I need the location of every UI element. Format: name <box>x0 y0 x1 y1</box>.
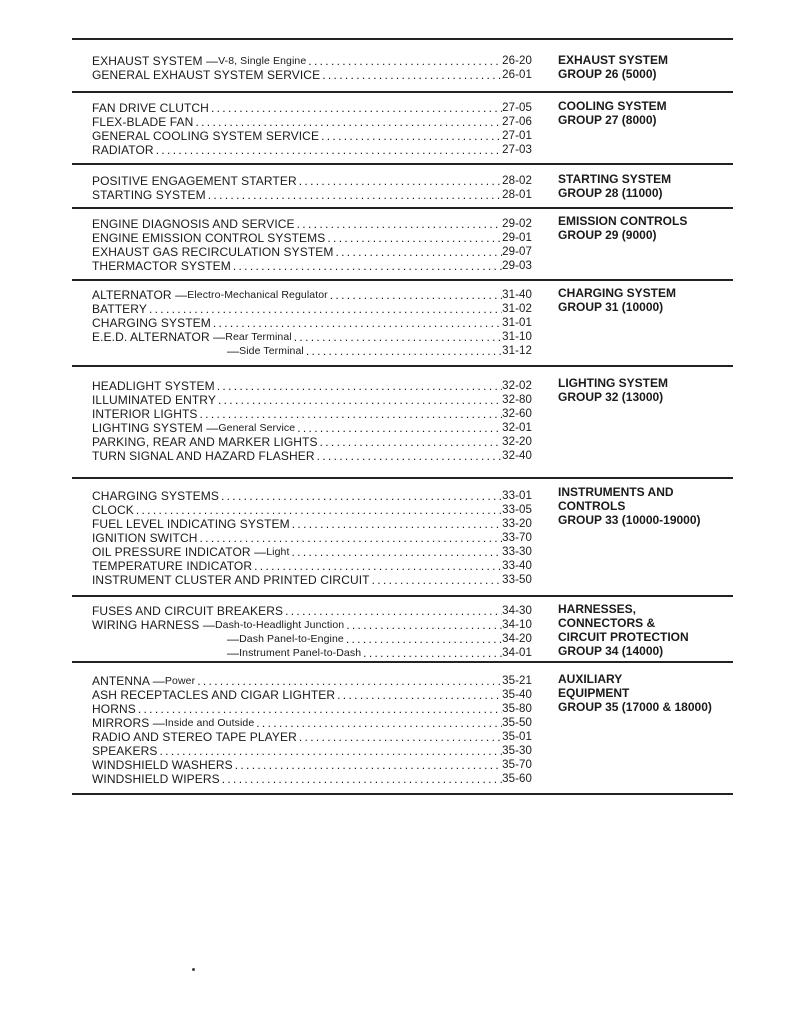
entry-label: WIRING HARNESS — <box>92 618 215 632</box>
page-number: 35-70 <box>502 759 532 771</box>
group-heading-line: GROUP 26 (5000) <box>558 67 657 81</box>
entry-label: ENGINE DIAGNOSIS AND SERVICE <box>92 217 295 231</box>
entry-sublabel: Electro-Mechanical Regulator <box>187 289 328 301</box>
page-number: 35-40 <box>502 689 532 701</box>
dot-leader <box>295 217 502 231</box>
page-number: 32-40 <box>502 450 532 462</box>
toc-section <box>72 365 733 477</box>
page-number: 32-01 <box>502 422 532 434</box>
toc-section <box>72 207 733 279</box>
toc-entry[interactable] <box>92 545 532 559</box>
page-number: 29-01 <box>502 232 532 244</box>
toc-entry[interactable] <box>92 217 532 231</box>
dot-leader <box>304 344 502 358</box>
page-number: 33-50 <box>502 574 532 586</box>
toc-entry[interactable] <box>92 674 532 688</box>
page-number: 35-21 <box>502 675 532 687</box>
toc-entry[interactable] <box>92 316 532 330</box>
group-heading <box>558 99 733 127</box>
entry-label: TURN SIGNAL AND HAZARD FLASHER <box>92 449 315 463</box>
dot-leader <box>297 174 502 188</box>
group-heading <box>558 672 733 714</box>
toc-entry[interactable] <box>92 407 532 421</box>
page-number: 33-01 <box>502 490 532 502</box>
dot-leader <box>216 393 502 407</box>
group-heading-line: STARTING SYSTEM <box>558 172 672 186</box>
dot-leader <box>198 531 503 545</box>
group-heading-line: GROUP 27 (8000) <box>558 113 657 127</box>
dot-leader <box>325 231 502 245</box>
entry-label: FLEX-BLADE FAN <box>92 115 194 129</box>
entry-label: FUSES AND CIRCUIT BREAKERS <box>92 604 284 618</box>
toc-entry[interactable] <box>92 174 532 188</box>
toc-entry[interactable] <box>92 143 532 157</box>
toc-entry[interactable] <box>92 632 532 646</box>
page-number: 27-05 <box>502 102 532 114</box>
dot-leader <box>344 618 502 632</box>
entry-label: — <box>227 646 240 660</box>
group-heading <box>558 602 733 658</box>
toc-entry[interactable] <box>92 618 532 632</box>
toc-entry[interactable] <box>92 421 532 435</box>
page-number: 29-02 <box>502 218 532 230</box>
dot-leader <box>154 143 502 157</box>
toc-entry[interactable] <box>92 489 532 503</box>
toc-entry[interactable] <box>92 330 532 344</box>
toc-entry-list <box>92 379 532 463</box>
group-heading-line: GROUP 35 (17000 & 18000) <box>558 700 712 714</box>
toc-section <box>72 279 733 365</box>
toc-entry[interactable] <box>92 531 532 545</box>
dot-leader <box>211 316 502 330</box>
page-number: 31-40 <box>502 289 532 301</box>
dot-leader <box>193 115 502 129</box>
toc-entry[interactable] <box>92 188 532 202</box>
group-heading-line: CONNECTORS & <box>558 616 656 630</box>
dot-leader <box>195 674 502 688</box>
page-number: 31-12 <box>502 345 532 357</box>
toc-entry-list <box>92 288 532 358</box>
entry-label: POSITIVE ENGAGEMENT STARTER <box>92 174 297 188</box>
group-heading-line: COOLING SYSTEM <box>558 99 667 113</box>
toc-entry-list <box>92 174 532 202</box>
dot-leader <box>290 545 503 559</box>
entry-label: PARKING, REAR AND MARKER LIGHTS <box>92 435 318 449</box>
dot-leader <box>136 702 502 716</box>
dot-leader <box>147 302 502 316</box>
scan-speck <box>192 968 195 971</box>
entry-label: SPEAKERS <box>92 744 158 758</box>
dot-leader <box>252 559 502 573</box>
group-heading-line: GROUP 28 (11000) <box>558 186 663 200</box>
group-heading <box>558 172 733 200</box>
toc-entry[interactable] <box>92 730 532 744</box>
entry-sublabel: Rear Terminal <box>225 331 292 343</box>
entry-sublabel: V-8, Single Engine <box>218 55 307 67</box>
dot-leader <box>292 330 502 344</box>
group-heading-line: CHARGING SYSTEM <box>558 286 677 300</box>
toc-entry[interactable] <box>92 115 532 129</box>
toc-entry[interactable] <box>92 772 532 786</box>
entry-label: OIL PRESSURE INDICATOR — <box>92 545 267 559</box>
entry-sublabel: Dash Panel-to-Engine <box>239 633 344 645</box>
page-number: 26-20 <box>502 55 532 67</box>
dot-leader <box>361 646 502 660</box>
page-number: 31-02 <box>502 303 532 315</box>
dot-leader <box>344 632 502 646</box>
entry-label: STARTING SYSTEM <box>92 188 206 202</box>
dot-leader <box>290 517 502 531</box>
group-heading <box>558 376 733 404</box>
entry-sublabel: Power <box>164 675 196 687</box>
group-heading-line: EQUIPMENT <box>558 686 630 700</box>
dot-leader <box>254 716 502 730</box>
page-number: 33-30 <box>502 546 532 558</box>
dot-leader <box>206 188 502 202</box>
entry-label: — <box>227 632 240 646</box>
toc-entry[interactable] <box>92 101 532 115</box>
group-heading-line: GROUP 29 (9000) <box>558 228 657 242</box>
page-number: 27-06 <box>502 116 532 128</box>
toc-entry[interactable] <box>92 68 532 82</box>
toc-entry[interactable] <box>92 744 532 758</box>
dot-leader <box>328 288 502 302</box>
toc-entry[interactable] <box>92 503 532 517</box>
dot-leader <box>215 379 502 393</box>
entry-sublabel: Light <box>266 546 290 558</box>
toc-entry[interactable] <box>92 302 532 316</box>
page-number: 35-01 <box>502 731 532 743</box>
page-number: 33-20 <box>502 518 532 530</box>
page-number: 34-30 <box>502 605 532 617</box>
toc-section <box>72 91 733 163</box>
entry-label: RADIATOR <box>92 143 154 157</box>
page-number: 31-01 <box>502 317 532 329</box>
toc-entry[interactable] <box>92 604 532 618</box>
group-heading-line: INSTRUMENTS AND <box>558 485 674 499</box>
dot-leader <box>283 604 502 618</box>
entry-label: HEADLIGHT SYSTEM <box>92 379 215 393</box>
group-heading <box>558 286 733 314</box>
page-number: 33-40 <box>502 560 532 572</box>
toc-entry[interactable] <box>92 559 532 573</box>
page-number: 28-02 <box>502 175 532 187</box>
entry-label: INTERIOR LIGHTS <box>92 407 198 421</box>
table-of-contents <box>72 38 733 795</box>
entry-label: WINDSHIELD WASHERS <box>92 758 233 772</box>
entry-sublabel: Dash-to-Headlight Junction <box>214 619 345 631</box>
entry-label: ILLUMINATED ENTRY <box>92 393 216 407</box>
entry-label: — <box>227 344 240 358</box>
entry-label: ASH RECEPTACLES AND CIGAR LIGHTER <box>92 688 336 702</box>
toc-entry[interactable] <box>92 688 532 702</box>
entry-label: GENERAL EXHAUST SYSTEM SERVICE <box>92 68 321 82</box>
page-number: 34-20 <box>502 633 532 645</box>
entry-label: ANTENNA — <box>92 674 165 688</box>
entry-label: INSTRUMENT CLUSTER AND PRINTED CIRCUIT <box>92 573 370 587</box>
dot-leader <box>231 259 502 273</box>
toc-entry[interactable] <box>92 379 532 393</box>
group-heading <box>558 485 733 527</box>
dot-leader <box>295 421 502 435</box>
group-heading-line: GROUP 31 (10000) <box>558 300 664 314</box>
page-number: 35-60 <box>502 773 532 785</box>
entry-label: CLOCK <box>92 503 134 517</box>
group-heading-line: GROUP 33 (10000-19000) <box>558 513 701 527</box>
entry-label: MIRRORS — <box>92 716 165 730</box>
dot-leader <box>198 407 503 421</box>
page-number: 34-01 <box>502 647 532 659</box>
group-heading <box>558 214 733 242</box>
toc-section <box>72 595 733 661</box>
page-number: 32-60 <box>502 408 532 420</box>
toc-section <box>72 163 733 207</box>
toc-section <box>72 38 733 91</box>
page-number: 35-80 <box>502 703 532 715</box>
toc-entry-list <box>92 674 532 786</box>
dot-leader <box>315 449 502 463</box>
entry-sublabel: Side Terminal <box>239 345 304 357</box>
toc-entry[interactable] <box>92 288 532 302</box>
entry-label: E.E.D. ALTERNATOR — <box>92 330 226 344</box>
toc-entry[interactable] <box>92 129 532 143</box>
toc-entry[interactable] <box>92 54 532 68</box>
group-heading-line: CONTROLS <box>558 499 626 513</box>
entry-label: EXHAUST SYSTEM — <box>92 54 219 68</box>
entry-label: TEMPERATURE INDICATOR <box>92 559 253 573</box>
dot-leader <box>333 245 502 259</box>
entry-sublabel: Inside and Outside <box>164 717 255 729</box>
page-number: 33-05 <box>502 504 532 516</box>
dot-leader <box>220 772 502 786</box>
entry-label: RADIO AND STEREO TAPE PLAYER <box>92 730 297 744</box>
dot-leader <box>335 688 502 702</box>
group-heading-line: CIRCUIT PROTECTION <box>558 630 689 644</box>
page-number: 32-80 <box>502 394 532 406</box>
dot-leader <box>297 730 502 744</box>
entry-label: EXHAUST GAS RECIRCULATION SYSTEM <box>92 245 334 259</box>
group-heading-line: GROUP 32 (13000) <box>558 390 664 404</box>
toc-entry-list <box>92 54 532 82</box>
toc-entry[interactable] <box>92 517 532 531</box>
toc-entry[interactable] <box>92 231 532 245</box>
group-heading-line: AUXILIARY <box>558 672 623 686</box>
entry-label: BATTERY <box>92 302 147 316</box>
toc-entry[interactable] <box>92 573 532 587</box>
toc-entry[interactable] <box>92 435 532 449</box>
entry-label: THERMACTOR SYSTEM <box>92 259 231 273</box>
entry-label: WINDSHIELD WIPERS <box>92 772 220 786</box>
group-heading-line: HARNESSES, <box>558 602 637 616</box>
page-number: 35-30 <box>502 745 532 757</box>
dot-leader <box>370 573 502 587</box>
toc-entry-list <box>92 604 532 660</box>
toc-entry[interactable] <box>92 393 532 407</box>
page-number: 33-70 <box>502 532 532 544</box>
group-heading-line: LIGHTING SYSTEM <box>558 376 669 390</box>
dot-leader <box>233 758 502 772</box>
group-heading <box>558 53 733 81</box>
toc-entry[interactable] <box>92 259 532 273</box>
entry-sublabel: Instrument Panel-to-Dash <box>239 647 362 659</box>
group-heading-line: EXHAUST SYSTEM <box>558 53 669 67</box>
entry-label: LIGHTING SYSTEM — <box>92 421 219 435</box>
toc-entry[interactable] <box>92 449 532 463</box>
page-number: 32-20 <box>502 436 532 448</box>
page-number: 32-02 <box>502 380 532 392</box>
dot-leader <box>134 503 502 517</box>
entry-label: IGNITION SWITCH <box>92 531 198 545</box>
toc-entry[interactable] <box>92 245 532 259</box>
entry-label: ALTERNATOR — <box>92 288 188 302</box>
entry-label: ENGINE EMISSION CONTROL SYSTEMS <box>92 231 326 245</box>
group-heading-line: GROUP 34 (14000) <box>558 644 664 658</box>
toc-entry[interactable] <box>92 344 532 358</box>
toc-entry[interactable] <box>92 646 532 660</box>
toc-section <box>72 661 733 795</box>
dot-leader <box>320 68 502 82</box>
page-number: 35-50 <box>502 717 532 729</box>
toc-entry-list <box>92 101 532 157</box>
entry-label: GENERAL COOLING SYSTEM SERVICE <box>92 129 320 143</box>
toc-entry[interactable] <box>92 702 532 716</box>
toc-section <box>72 477 733 595</box>
toc-entry[interactable] <box>92 758 532 772</box>
page-number: 31-10 <box>502 331 532 343</box>
entry-sublabel: General Service <box>218 422 296 434</box>
page-number: 29-07 <box>502 246 532 258</box>
entry-label: HORNS <box>92 702 136 716</box>
dot-leader <box>158 744 503 758</box>
page-number: 28-01 <box>502 189 532 201</box>
page-number: 26-01 <box>502 69 532 81</box>
toc-entry[interactable] <box>92 716 532 730</box>
group-heading-line: EMISSION CONTROLS <box>558 214 688 228</box>
toc-entry-list <box>92 489 532 587</box>
entry-label: CHARGING SYSTEMS <box>92 489 219 503</box>
entry-label: CHARGING SYSTEM <box>92 316 211 330</box>
dot-leader <box>306 54 502 68</box>
page-number: 29-03 <box>502 260 532 272</box>
dot-leader <box>209 101 502 115</box>
page-number: 27-03 <box>502 144 532 156</box>
toc-entry-list <box>92 217 532 273</box>
entry-label: FUEL LEVEL INDICATING SYSTEM <box>92 517 290 531</box>
dot-leader <box>319 129 502 143</box>
page-number: 34-10 <box>502 619 532 631</box>
page-number: 27-01 <box>502 130 532 142</box>
dot-leader <box>219 489 502 503</box>
entry-label: FAN DRIVE CLUTCH <box>92 101 209 115</box>
dot-leader <box>318 435 502 449</box>
